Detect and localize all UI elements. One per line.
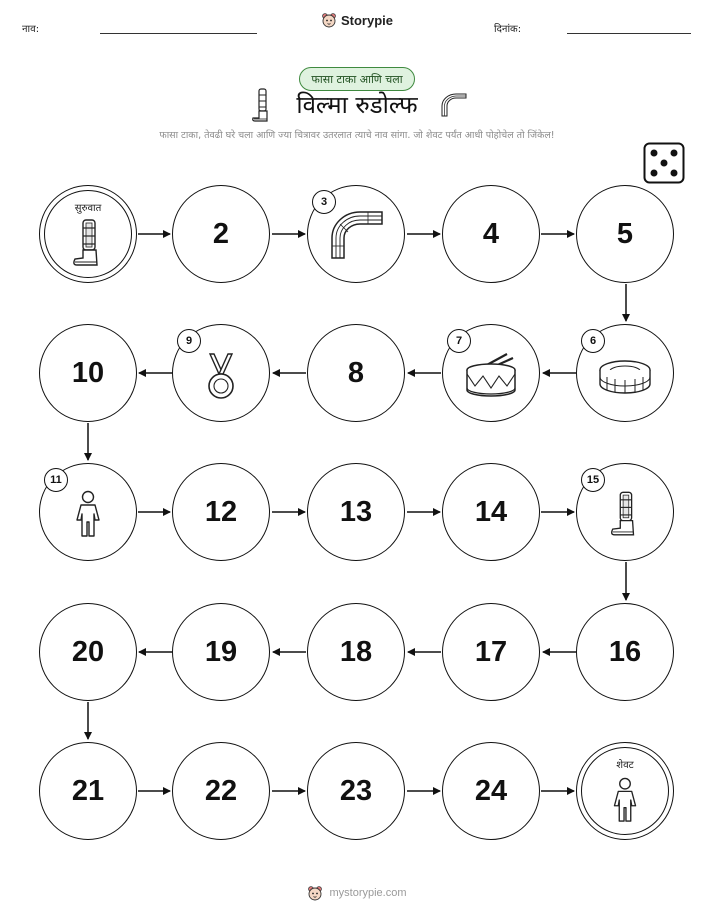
board-cell-23 bbox=[307, 742, 405, 840]
medal-icon bbox=[204, 352, 238, 402]
board-cell-13 bbox=[307, 463, 405, 561]
end-label: शेवट bbox=[616, 760, 634, 771]
cell-number: 19 bbox=[204, 635, 238, 668]
board-cell-5 bbox=[576, 185, 674, 283]
footer bbox=[0, 885, 714, 901]
cell-number-badge: 11 bbox=[44, 468, 68, 492]
board-cell-20 bbox=[39, 603, 137, 701]
cell-number: 12 bbox=[204, 495, 238, 528]
board-cell-17 bbox=[442, 603, 540, 701]
cell-number: 24 bbox=[474, 774, 508, 807]
cell-number: 8 bbox=[347, 356, 365, 389]
board-cell-15 bbox=[576, 463, 674, 561]
cell-number-badge: 15 bbox=[581, 468, 605, 492]
board-cell-16 bbox=[576, 603, 674, 701]
cell-number: 5 bbox=[616, 217, 634, 250]
drum-icon bbox=[463, 352, 519, 400]
running-track-icon bbox=[326, 206, 386, 262]
storypie-logo-icon bbox=[307, 885, 323, 901]
board-cell-21 bbox=[39, 742, 137, 840]
cell-number: 23 bbox=[339, 774, 373, 807]
board-cell-4 bbox=[442, 185, 540, 283]
board-cell-6 bbox=[576, 324, 674, 422]
cell-number: 4 bbox=[482, 217, 500, 250]
cell-number: 2 bbox=[212, 217, 230, 250]
game-tag: फासा टाका आणि चला bbox=[299, 67, 415, 91]
board-cell-19 bbox=[172, 603, 270, 701]
footer-site[interactable]: mystorypie.com bbox=[329, 887, 407, 899]
name-label: नाव: bbox=[22, 24, 40, 35]
board-cell-22 bbox=[172, 742, 270, 840]
cell-number-badge: 6 bbox=[581, 329, 605, 353]
cell-number: 18 bbox=[339, 635, 373, 668]
board-cell-24 bbox=[442, 742, 540, 840]
board-cell-8 bbox=[307, 324, 405, 422]
board-cell-10 bbox=[39, 324, 137, 422]
cell-number: 21 bbox=[71, 774, 105, 807]
board-cell-3 bbox=[307, 185, 405, 283]
brand-name: Storypie bbox=[340, 12, 393, 28]
page-title: विल्मा रुडोल्फ bbox=[296, 91, 418, 119]
cell-number: 16 bbox=[608, 635, 642, 668]
cell-number-badge: 7 bbox=[447, 329, 471, 353]
board-cell-7 bbox=[442, 324, 540, 422]
cell-number: 13 bbox=[339, 495, 373, 528]
cell-number: 17 bbox=[474, 635, 508, 668]
leg-brace-icon bbox=[70, 218, 106, 268]
instructions: फासा टाका, तेवढी घरे चला आणि ज्या चित्रावर उतरलात त्याचे नाव सांगा. जो शेवट पर्यंत आधी पोहोचेल तो जिंकेल! bbox=[159, 130, 555, 141]
cell-number: 20 bbox=[71, 635, 105, 668]
cell-number: 22 bbox=[204, 774, 238, 807]
person-icon bbox=[611, 777, 639, 823]
cell-number: 14 bbox=[474, 495, 508, 528]
cell-number-badge: 3 bbox=[312, 190, 336, 214]
start-label: सुरुवात bbox=[74, 203, 102, 214]
board-cell-9 bbox=[172, 324, 270, 422]
board-cell-2 bbox=[172, 185, 270, 283]
board-cell-start bbox=[39, 185, 137, 283]
stadium-icon bbox=[597, 356, 653, 396]
cell-number: 10 bbox=[71, 356, 105, 389]
board-cell-12 bbox=[172, 463, 270, 561]
date-label: दिनांक: bbox=[494, 24, 522, 35]
person-icon bbox=[74, 490, 102, 538]
board-cell-11 bbox=[39, 463, 137, 561]
board-cell-14 bbox=[442, 463, 540, 561]
cell-number-badge: 9 bbox=[177, 329, 201, 353]
board-cell-end bbox=[576, 742, 674, 840]
board-cell-18 bbox=[307, 603, 405, 701]
leg-brace-icon bbox=[608, 489, 642, 539]
